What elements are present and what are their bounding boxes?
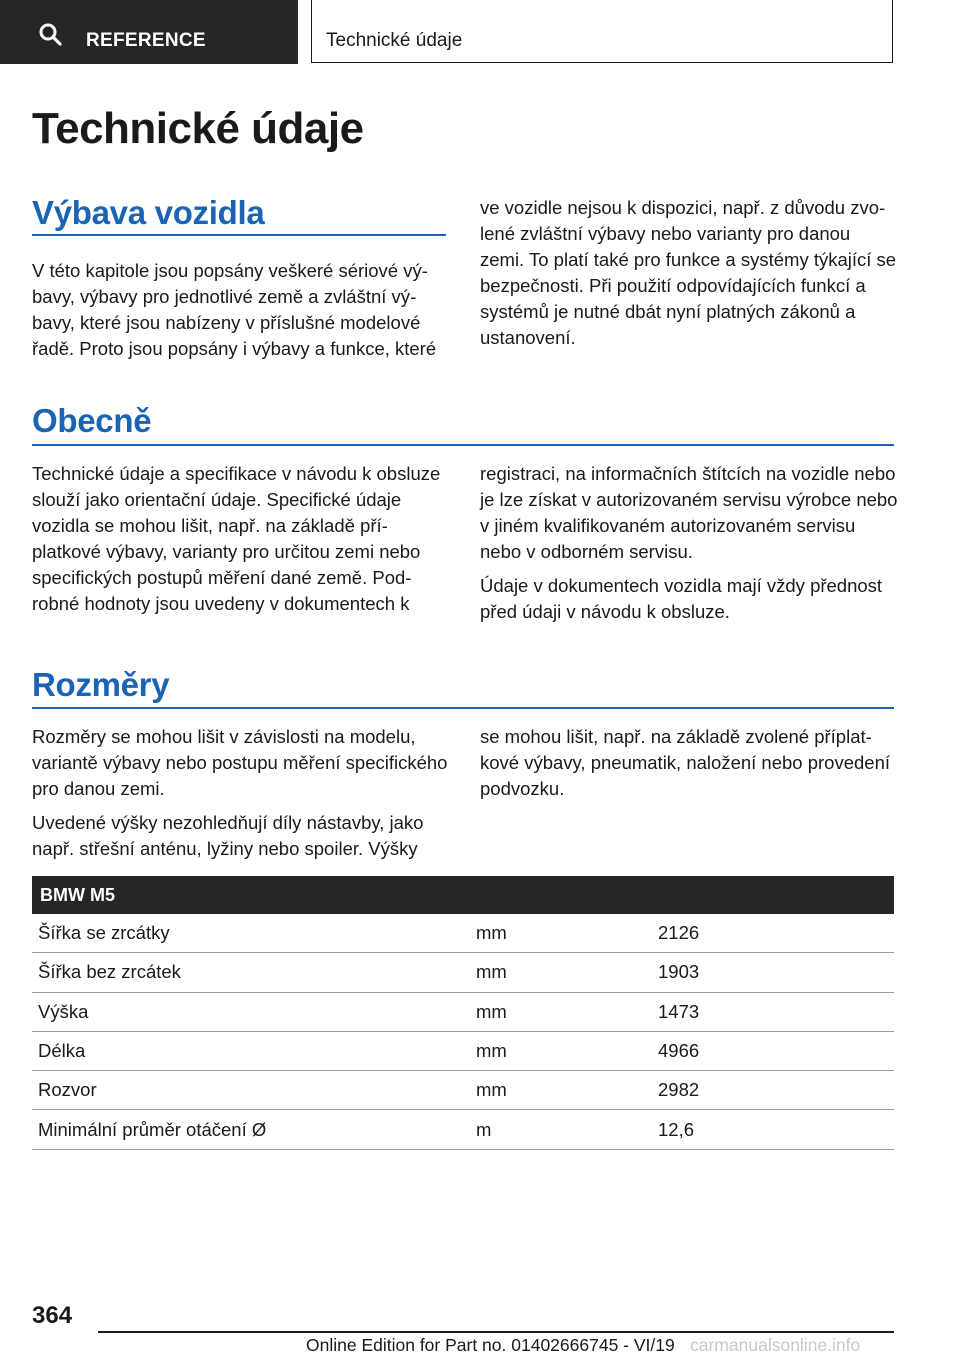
row-label: Minimální průměr otáčení Ø [38,1118,267,1140]
table-row [32,1110,894,1149]
row-unit: mm [476,1040,507,1062]
row-label: Výška [38,1000,89,1022]
paragraph: ve vozidle nejsou k dispozici, např. z důvodu zvolené zvláštní výbavy nebo varianty pro danou zemi. To platí také pro funkce a systémy týkající se bezpečnosti. Při použití odpovídajících funkcí a systémů je nutné dbát nyní platných zákonů a ustanovení. [480,197,897,348]
section-heading-vybava: Výbava vozidla [32,194,265,231]
edition-text: Online Edition for Part no. 01402666745 - VI/19 [306,1335,675,1355]
paragraph: Uvedené výšky nezohledňují díly nástavby, jako např. střešní anténu, lyžiny nebo spoiler. Výšky [32,812,424,859]
reference-tab[interactable] [0,0,298,64]
paragraph: Údaje v dokumentech vozidla mají vždy přednost před údaji v návodu k obsluze. [480,575,883,622]
table-row [32,993,894,1032]
paragraph: se mohou lišit, např. na základě zvolené příplatkové výbavy, pneumatik, naložení nebo provedení podvozku. [480,726,890,799]
row-value: 12,6 [658,1118,695,1140]
section-tab[interactable] [311,0,893,63]
paragraph: Rozměry se mohou lišit v závislosti na modelu, variantě výbavy nebo postupu měření specifického pro danou zemi. [32,726,448,799]
row-value: 2126 [658,922,700,944]
row-value: 4966 [658,1040,700,1062]
row-value: 1473 [658,1000,700,1022]
table-row [32,914,894,953]
row-label: Rozvor [38,1079,97,1101]
section-heading-obecne: Obecně [32,402,152,439]
reference-label: REFERENCE [86,30,206,51]
section-tab-label: Technické údaje [326,30,463,51]
section-rule-obecne [32,444,894,446]
page-number: 364 [32,1302,73,1329]
section-rule-vybava [32,234,446,236]
row-unit: mm [476,961,507,983]
row-value: 2982 [658,1079,700,1101]
table-row [32,1071,894,1110]
rozmery-left-column [32,724,448,870]
row-unit: m [476,1118,492,1140]
row-unit: mm [476,1079,507,1101]
paragraph: V této kapitole jsou popsány veškeré sériové výbavy, výbavy pro jednotlivé země a zvláštní výbavy, které jsou nabízeny v příslušné modelové řadě. Proto jsou popsány i výbavy a funkce, které [32,260,437,359]
row-label: Délka [38,1040,86,1062]
page-title: Technické údaje [32,104,364,153]
obecne-right-column [480,461,898,633]
rozmery-right-column [480,724,898,810]
vybava-left-column [32,258,448,370]
vybava-right-column [480,195,898,359]
table-row [32,1032,894,1071]
top-navigation [0,0,960,66]
paragraph: Technické údaje a specifikace v návodu k obsluze slouží jako orientační údaje. Specifické údaje vozidla se mohou lišit, např. na základě příplatkové výbavy, varianty pro určitou zemi nebo specifických postupů měření dané země. Podrobné hodnoty jsou uvedeny v dokumentech k [32,463,441,614]
watermark: carmanualsonline.info [690,1335,861,1355]
row-value: 1903 [658,961,700,983]
section-heading-rozmery: Rozměry [32,666,170,703]
row-unit: mm [476,1000,507,1022]
search-icon [38,22,62,46]
obecne-left-column [32,461,448,625]
footer-divider [98,1331,894,1333]
table-row [32,953,894,992]
row-unit: mm [476,922,507,944]
paragraph: registraci, na informačních štítcích na vozidle nebo je lze získat v autorizovaném servisu výrobce nebo v jiném kvalifikovaném autorizovaném servisu nebo v odborném servisu. [480,463,898,562]
dimensions-table [32,876,894,1150]
row-label: Šířka bez zrcátek [38,961,181,983]
section-rule-rozmery [32,707,894,709]
table-header: BMW M5 [32,876,894,914]
row-label: Šířka se zrcátky [38,922,170,944]
